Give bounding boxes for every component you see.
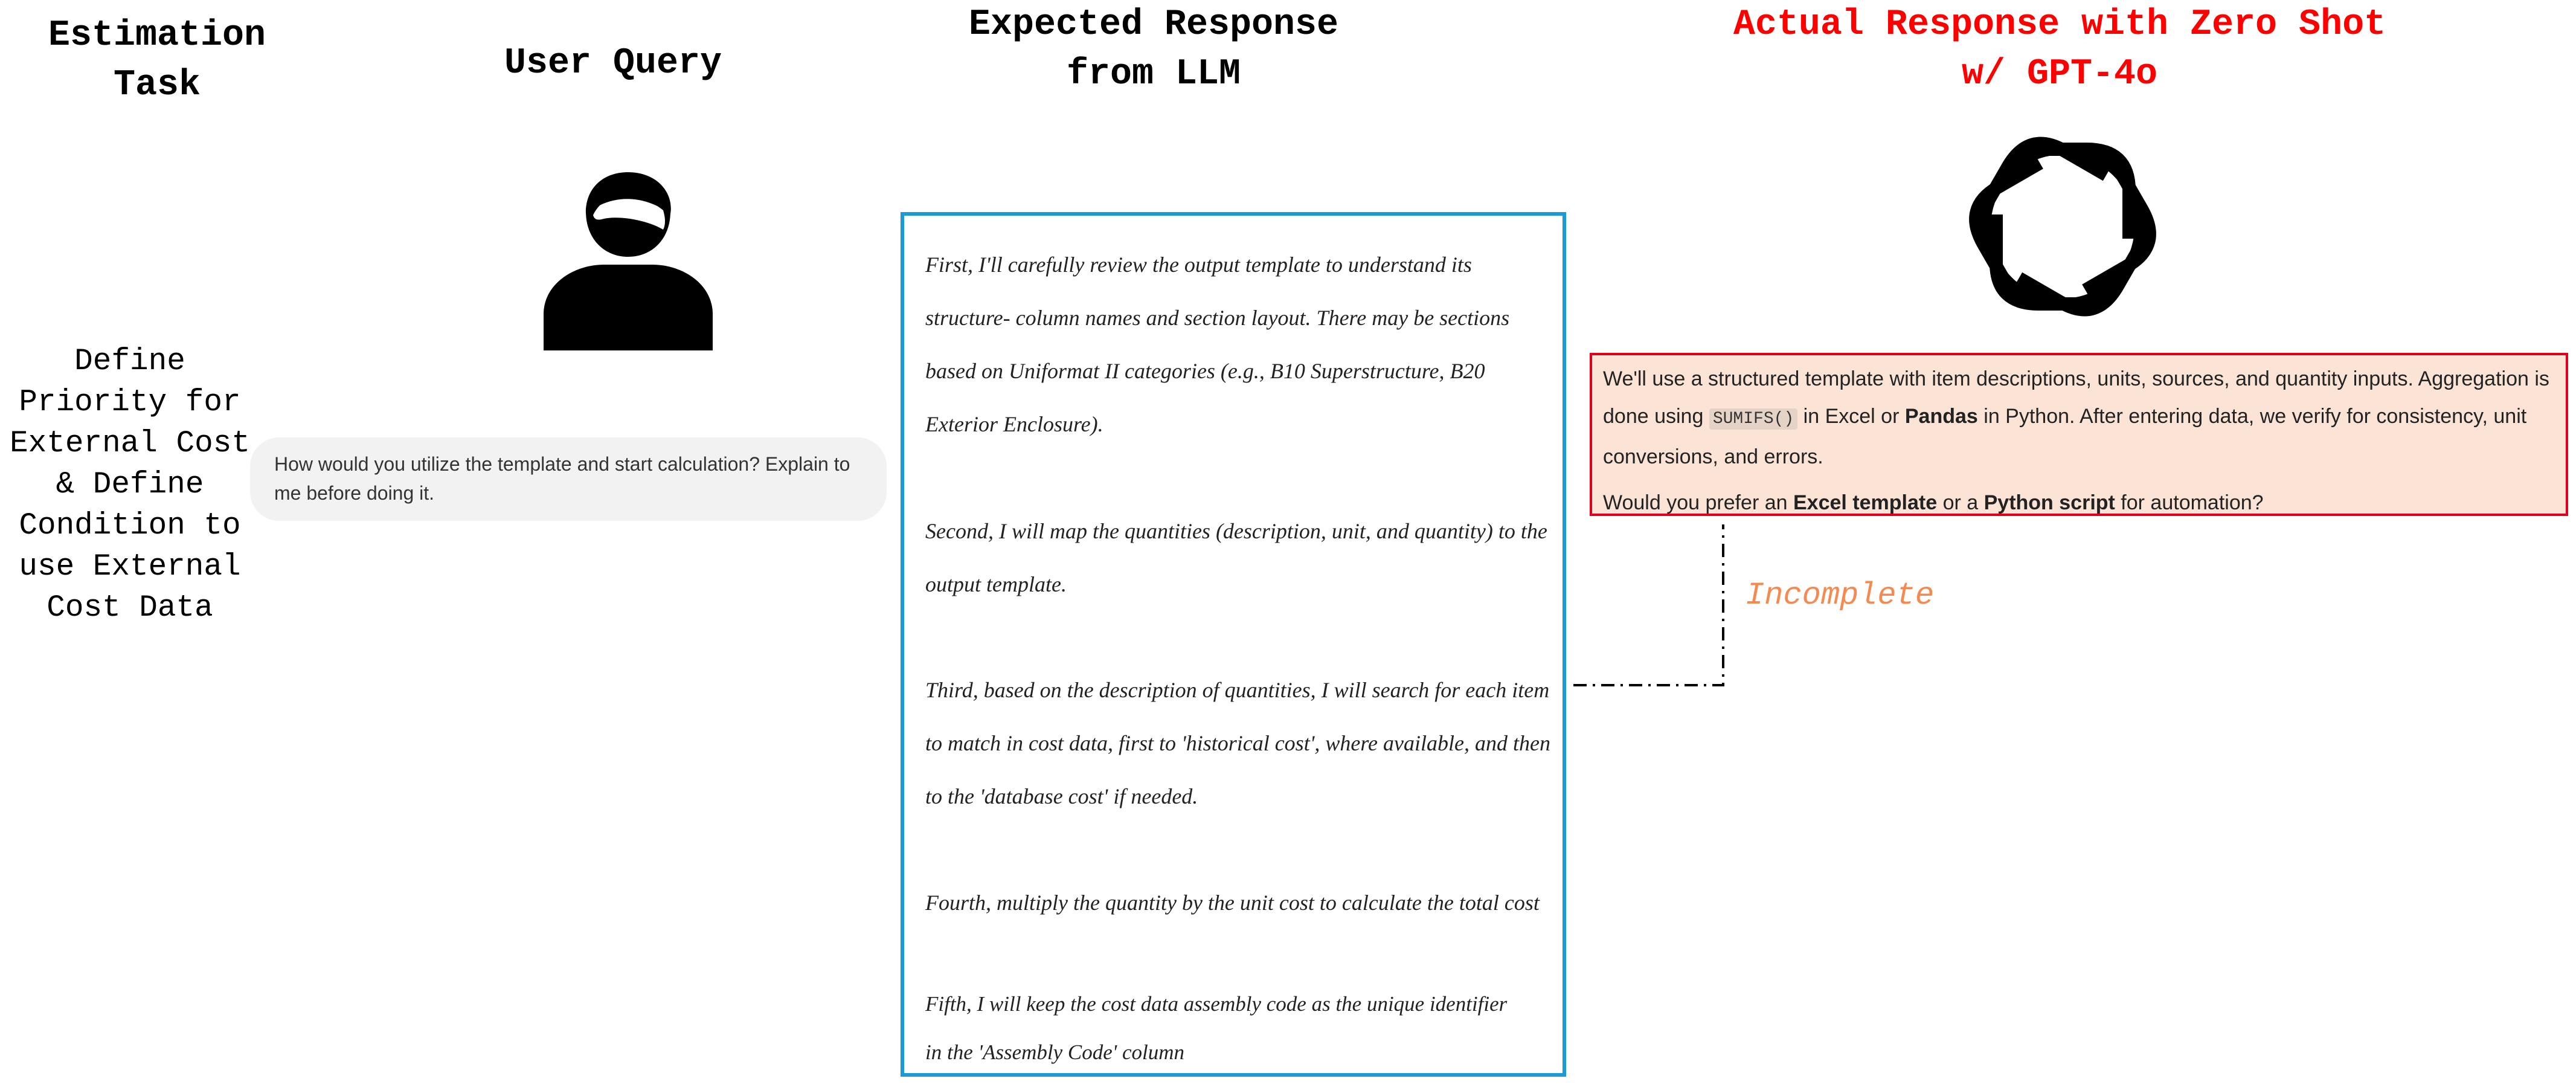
actual-response-box xyxy=(1590,353,2568,516)
actual-response-paragraph-1: We'll use a structured template with item descriptions, units, sources, and quantity inputs. Aggregation is done using SUMIFS() in Excel or Pandas in Python. After entering data, we verify for consistency, unit conversions, and errors. xyxy=(1603,367,2549,468)
user-query-bubble xyxy=(250,437,887,521)
expected-step-4: Fourth, multiply the quantity by the unit cost to calculate the total cost xyxy=(925,891,1540,915)
task-description: Define Priority for External Cost & Define Condition to use External Cost Data xyxy=(10,344,250,625)
actual-response-paragraph-2: Would you prefer an Excel template or a Python script for automation? xyxy=(1603,491,2264,514)
user-query-text: How would you utilize the template and start calculation? Explain to me before doing it. xyxy=(274,453,850,504)
sumifs-code: SUMIFS() xyxy=(1709,408,1797,430)
openai-logo-icon xyxy=(1960,130,2165,323)
expected-step-5: Fifth, I will keep the cost data assembly code as the unique identifier in the 'Assembly Code' column xyxy=(925,992,1508,1064)
header-expected-response: Expected Response from LLM xyxy=(968,4,1339,95)
expected-step-2: Second, I will map the quantities (description, unit, and quantity) to the output template. xyxy=(925,519,1547,596)
expected-step-1: First, I'll carefully review the output template to understand its structure- column names and section layout. There may be sections based on Uniformat II categories (e.g., B10 Superstructure, B20 Exterior Enclosure). xyxy=(925,253,1510,436)
header-actual-response: Actual Response with Zero Shot w/ GPT-4o xyxy=(1733,4,2386,95)
expected-step-3: Third, based on the description of quantities, I will search for each item to match in cost data, first to 'historical cost', where available, and then to the 'database cost' if needed. xyxy=(925,678,1550,808)
user-person-icon xyxy=(538,163,719,356)
header-user-query: User Query xyxy=(504,43,722,84)
incomplete-label: Incomplete xyxy=(1746,578,1935,613)
header-estimation-task: Estimation Task xyxy=(48,15,266,106)
